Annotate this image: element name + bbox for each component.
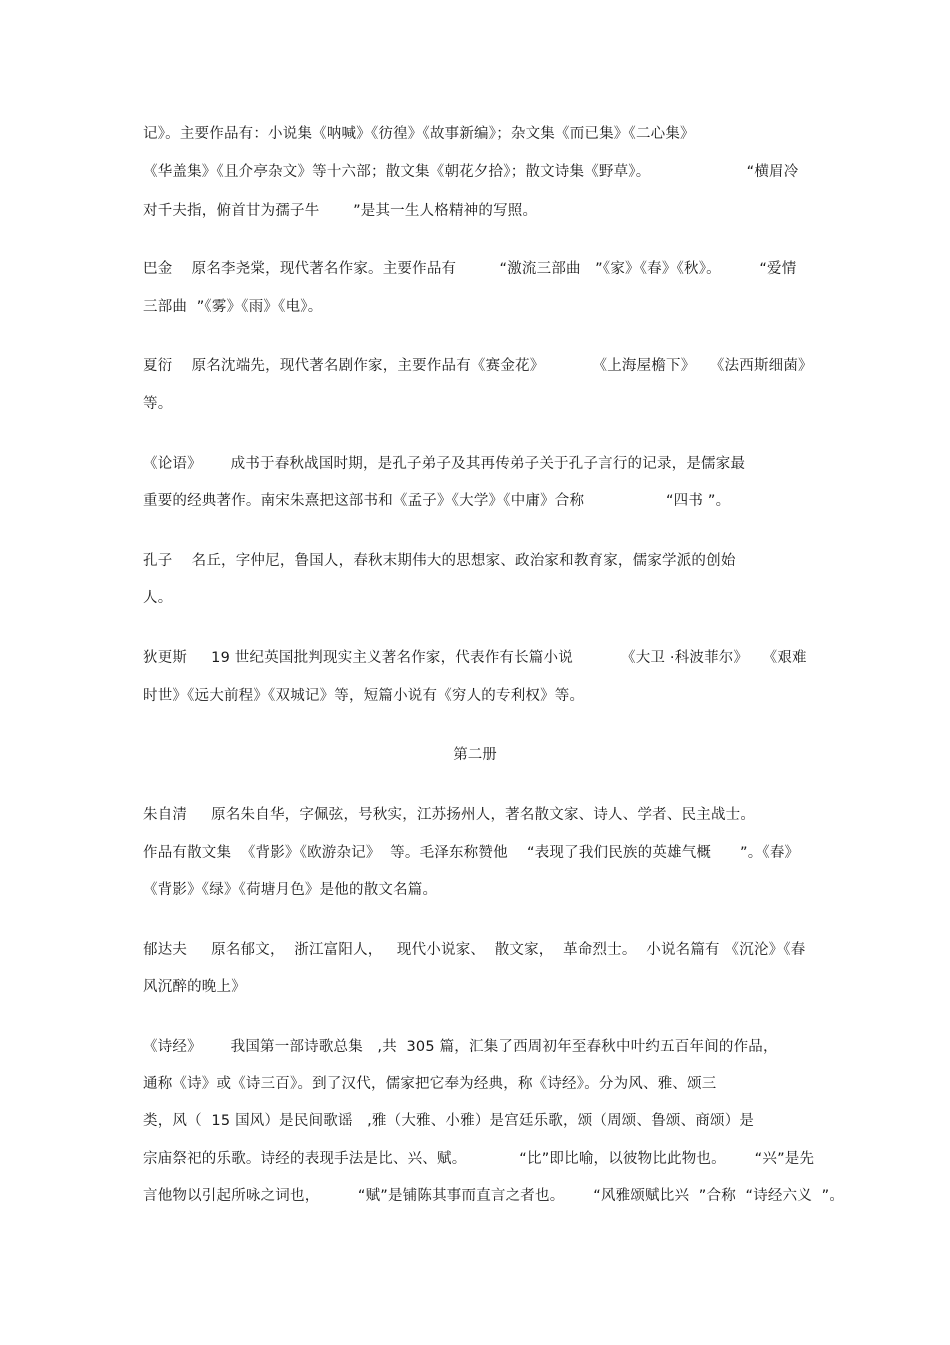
text-line: 《背影》《绿》《荷塘月色》是他的散文名篇。 [143,882,438,898]
text-line: 类，风（ 15 国风）是民间歌谣 ,雅（大雅、小雅）是宫廷乐歌，颂（周颂、鲁颂、商颂）是 [143,1113,755,1129]
text-line: 巴金 原名李尧棠，现代著名作家。主要作品有 “激流三部曲 ”《家》《春》《秋》。 “爱情 [143,261,797,277]
text-line: 风沉醉的晚上》 [143,979,246,995]
text-line: 作品有散文集 《背影》《欧游杂记》 等。毛泽东称赞他 “表现了我们民族的英雄气概 ”。《春》 [143,845,800,861]
text-line: 对千夫指，俯首甘为孺子牛 ”是其一生人格精神的写照。 [143,203,538,219]
text-line: 重要的经典著作。南宋朱熹把这部书和《孟子》《大学》《中庸》合称 “四书 ”。 [143,493,731,509]
text-line: 孔子 名丘，字仲尼，鲁国人，春秋末期伟大的思想家、政治家和教育家，儒家学派的创始 [143,553,736,569]
text-line: 夏衍 原名沈端先，现代著名剧作家，主要作品有《赛金花》 《上海屋檐下》 《法西斯细菌》 [143,358,813,374]
text-line: 《诗经》 我国第一部诗歌总集 ,共 305 篇，汇集了西周初年至春秋中叶约五百年间的作品， [143,1039,778,1055]
text-line: 《论语》 成书于春秋战国时期，是孔子弟子及其再传弟子关于孔子言行的记录，是儒家最 [143,456,746,472]
text-line: 朱自清 原名朱自华，字佩弦，号秋实，江苏扬州人，著名散文家、诗人、学者、民主战士。 [143,807,756,823]
text-line: 三部曲 ”《雾》《雨》《电》。 [143,299,323,315]
text-line: 通称《诗》或《诗三百》。到了汉代，儒家把它奉为经典，称《诗经》。分为风、雅、颂三 [143,1076,717,1092]
text-line: 等。 [143,396,173,412]
text-line: 狄更斯 19 世纪英国批判现实主义著名作家，代表作有长篇小说 《大卫 ·科波菲尔》 《艰难 [143,650,807,666]
text-line: 时世》《远大前程》《双城记》等，短篇小说有《穷人的专利权》等。 [143,688,585,704]
text-line: 宗庙祭祀的乐歌。诗经的表现手法是比、兴、赋。 “比”即比喻，以彼物比此物也。 “兴”是先 [143,1151,815,1167]
text-line: 记》。主要作品有：小说集《呐喊》《彷徨》《故事新编》；杂文集《而已集》《二心集》 [143,126,695,142]
text-line: 《华盖集》《且介亭杂文》等十六部；散文集《朝花夕拾》；散文诗集《野草》。 “横眉冷 [143,164,799,180]
text-line: 言他物以引起所咏之词也， “赋”是铺陈其事而直言之者也。 “风雅颂赋比兴 ”合称 “诗经六义 ”。 [143,1188,845,1204]
text-line: 郁达夫 原名郁文， 浙江富阳人， 现代小说家、 散文家， 革命烈士。 小说名篇有 《沉沦》《春 [143,942,806,958]
text-line: 人。 [143,590,173,606]
section-heading: 第二册 [453,747,497,763]
